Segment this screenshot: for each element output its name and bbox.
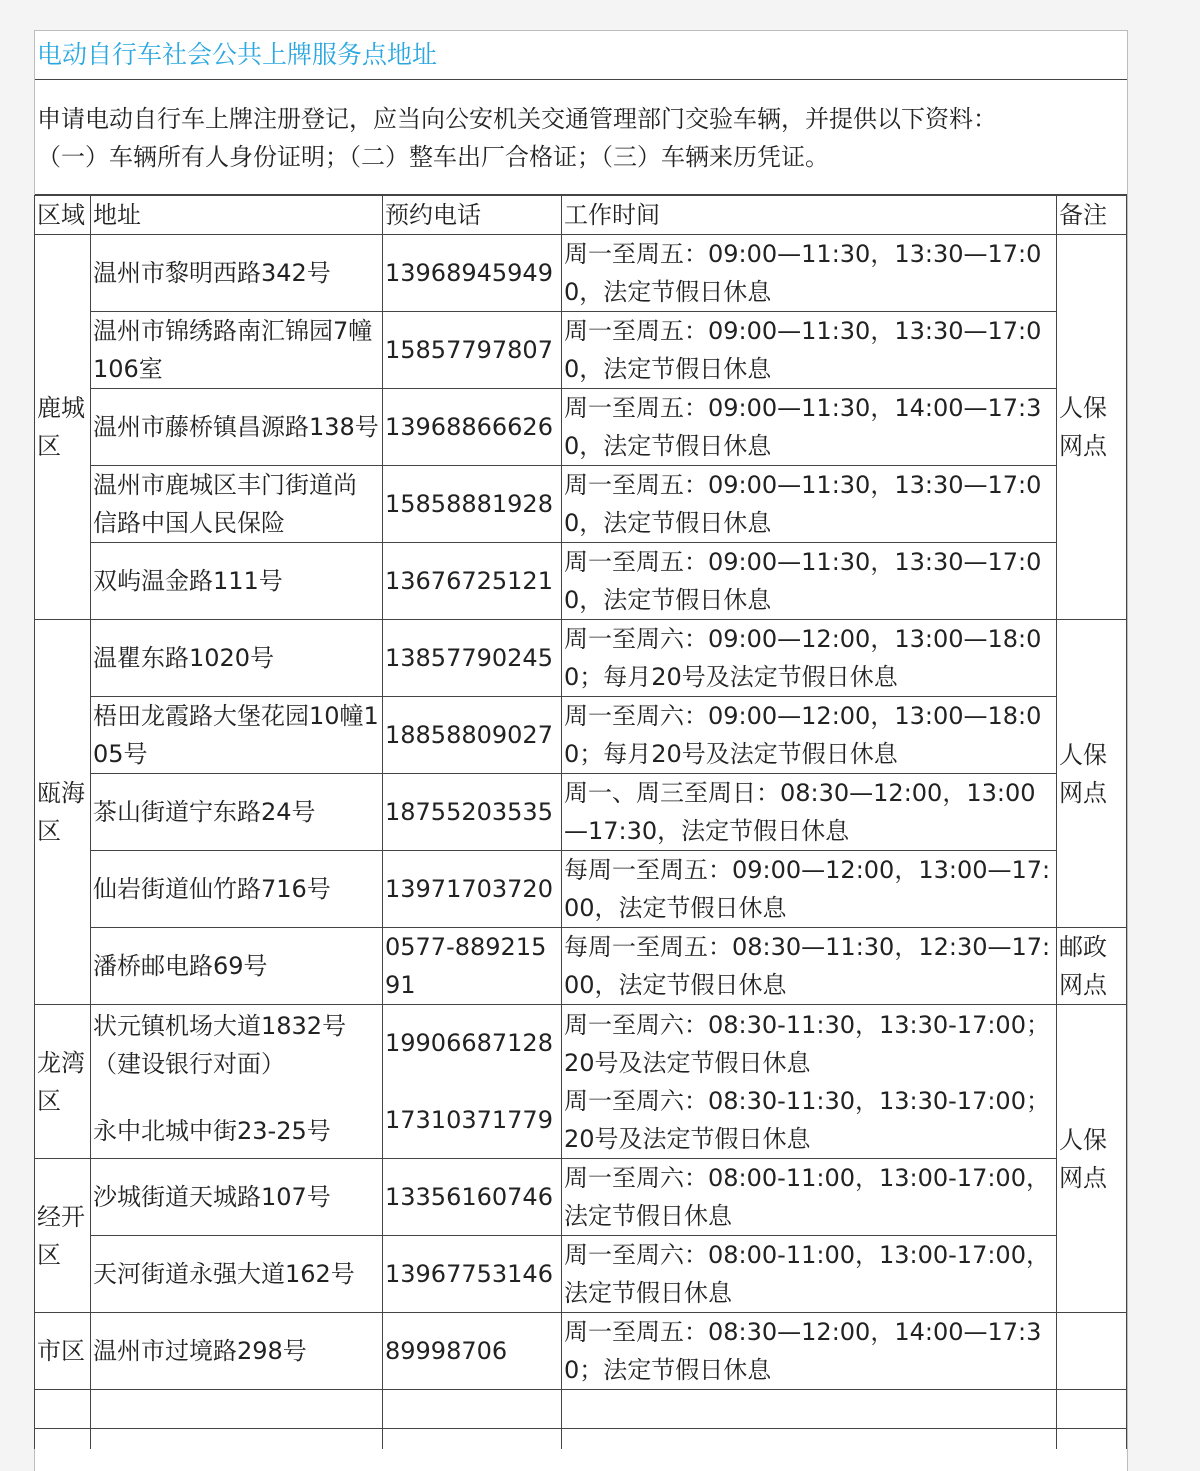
hours-cell: 周一、周三至周日：08:30—12:00，13:00—17:30，法定节假日休息: [562, 774, 1057, 851]
intro-text: [35, 80, 1127, 195]
header-hours: 工作时间: [562, 196, 1057, 235]
document-sheet: [34, 30, 1128, 1471]
table-row: [35, 1313, 1127, 1390]
intro-line-1: 申请电动自行车上牌注册登记，应当向公安机关交通管理部门交验车辆，并提供以下资料：: [37, 105, 997, 133]
empty-cell: [1057, 1390, 1127, 1429]
hours-cell: 周一至周五：09:00—11:30，13:30—17:00，法定节假日休息: [562, 466, 1057, 543]
empty-cell: [1057, 1429, 1127, 1450]
phone-cell: 18858809027: [383, 697, 562, 774]
table-header-row: [35, 196, 1127, 235]
empty-cell: [562, 1429, 1057, 1450]
header-note: 备注: [1057, 196, 1127, 235]
table-row: [35, 1005, 1127, 1159]
phone-cell: 13968945949: [383, 235, 562, 312]
empty-cell: [91, 1429, 383, 1450]
note-cell: 邮政网点: [1057, 928, 1127, 1005]
district-cell: 瓯海区: [35, 620, 91, 1005]
table-row: [35, 1236, 1127, 1313]
table-row: [35, 697, 1127, 774]
district-cell: 龙湾区: [35, 1005, 91, 1159]
address-stack: [93, 1005, 380, 1158]
empty-cell: [383, 1429, 562, 1450]
address-cell: 潘桥邮电路69号: [91, 928, 383, 1005]
empty-cell: [35, 1429, 91, 1450]
phone-cell: 89998706: [383, 1313, 562, 1390]
empty-cell: [562, 1390, 1057, 1429]
header-phone: 预约电话: [383, 196, 562, 235]
hours-cell: 周一至周五：09:00—11:30，14:00—17:30，法定节假日休息: [562, 389, 1057, 466]
address-cell: 温州市黎明西路342号: [91, 235, 383, 312]
table-row: [35, 928, 1127, 1005]
address-cell: 温瞿东路1020号: [91, 620, 383, 697]
table-row: [35, 1159, 1127, 1236]
hours-cell: 周一至周五：09:00—11:30，13:30—17:00，法定节假日休息: [562, 543, 1057, 620]
phone-cell: 13971703720: [383, 851, 562, 928]
phone-cell: 13857790245: [383, 620, 562, 697]
address-cell: 天河街道永强大道162号: [91, 1236, 383, 1313]
phone-cell: 13356160746: [383, 1159, 562, 1236]
empty-cell: [35, 1390, 91, 1429]
address-cell: 仙岩街道仙竹路716号: [91, 851, 383, 928]
phone-stack: [385, 1005, 559, 1158]
district-cell: 经开区: [35, 1159, 91, 1313]
hours-cell: 每周一至周五：08:30—11:30，12:30—17:00，法定节假日休息: [562, 928, 1057, 1005]
hours-cell: 周一至周五：08:30—12:00，14:00—17:30；法定节假日休息: [562, 1313, 1057, 1390]
address-cell: 茶山街道宁东路24号: [91, 774, 383, 851]
address-cell: 沙城街道天城路107号: [91, 1159, 383, 1236]
hours-cell: 周一至周六：09:00—12:00，13:00—18:00；每月20号及法定节假日休息: [562, 697, 1057, 774]
table-row: [35, 312, 1127, 389]
table-row: [35, 389, 1127, 466]
table-row: [35, 620, 1127, 697]
note-cell: 人保网点: [1057, 235, 1127, 620]
address-cell: 温州市锦绣路南汇锦园7幢106室: [91, 312, 383, 389]
intro-line-2: （一）车辆所有人身份证明；（二）整车出厂合格证；（三）车辆来历凭证。: [37, 143, 829, 171]
hours-cell: 周一至周五：09:00—11:30，13:30—17:00，法定节假日休息: [562, 235, 1057, 312]
header-district: 区域: [35, 196, 91, 235]
phone-line: 17310371779: [385, 1105, 553, 1134]
page-title: 电动自行车社会公共上牌服务点地址: [35, 31, 1127, 80]
empty-cell: [383, 1390, 562, 1429]
hours-cell: 每周一至周五：09:00—12:00，13:00—17:00，法定节假日休息: [562, 851, 1057, 928]
empty-row: [35, 1390, 1127, 1429]
phone-cell: [383, 1005, 562, 1159]
phone-cell: 13968866626: [383, 389, 562, 466]
table-row: [35, 466, 1127, 543]
hours-cell: [562, 1005, 1057, 1159]
table-row: [35, 543, 1127, 620]
address-cell: [91, 1005, 383, 1159]
phone-cell: 15858881928: [383, 466, 562, 543]
address-line: 永中北城中街23-25号: [93, 1117, 331, 1145]
table-row: [35, 851, 1127, 928]
district-cell: 市区: [35, 1313, 91, 1390]
phone-cell: 0577-88921591: [383, 928, 562, 1005]
phone-cell: 13967753146: [383, 1236, 562, 1313]
hours-cell: 周一至周六：08:00-11:00，13:00-17:00，法定节假日休息: [562, 1236, 1057, 1313]
note-cell: [1057, 1313, 1127, 1390]
table-row: [35, 774, 1127, 851]
phone-cell: 15857797807: [383, 312, 562, 389]
hours-cell: 周一至周六：08:00-11:00，13:00-17:00，法定节假日休息: [562, 1159, 1057, 1236]
hours-line: 周一至周六：08:30-11:30，13:30-17:00；20号及法定节假日休息: [564, 1010, 1050, 1077]
district-cell: 鹿城区: [35, 235, 91, 620]
address-cell: 温州市过境路298号: [91, 1313, 383, 1390]
note-cell: 人保网点: [1057, 1005, 1127, 1313]
service-points-table: [34, 195, 1127, 1449]
empty-row: [35, 1429, 1127, 1450]
hours-cell: 周一至周五：09:00—11:30，13:30—17:00，法定节假日休息: [562, 312, 1057, 389]
empty-cell: [91, 1390, 383, 1429]
address-cell: 温州市藤桥镇昌源路138号: [91, 389, 383, 466]
note-cell: 人保网点: [1057, 620, 1127, 928]
hours-line: 周一至周六：08:30-11:30，13:30-17:00；20号及法定节假日休息: [564, 1086, 1050, 1153]
hours-cell: 周一至周六：09:00—12:00，13:00—18:00；每月20号及法定节假日休息: [562, 620, 1057, 697]
phone-line: 19906687128: [385, 1029, 553, 1058]
header-address: 地址: [91, 196, 383, 235]
address-cell: 双屿温金路111号: [91, 543, 383, 620]
address-cell: 温州市鹿城区丰门街道尚信路中国人民保险: [91, 466, 383, 543]
address-line: 状元镇机场大道1832号（建设银行对面）: [93, 1012, 347, 1078]
address-cell: 梧田龙霞路大堡花园10幢105号: [91, 697, 383, 774]
phone-cell: 18755203535: [383, 774, 562, 851]
phone-cell: 13676725121: [383, 543, 562, 620]
table-row: [35, 235, 1127, 312]
